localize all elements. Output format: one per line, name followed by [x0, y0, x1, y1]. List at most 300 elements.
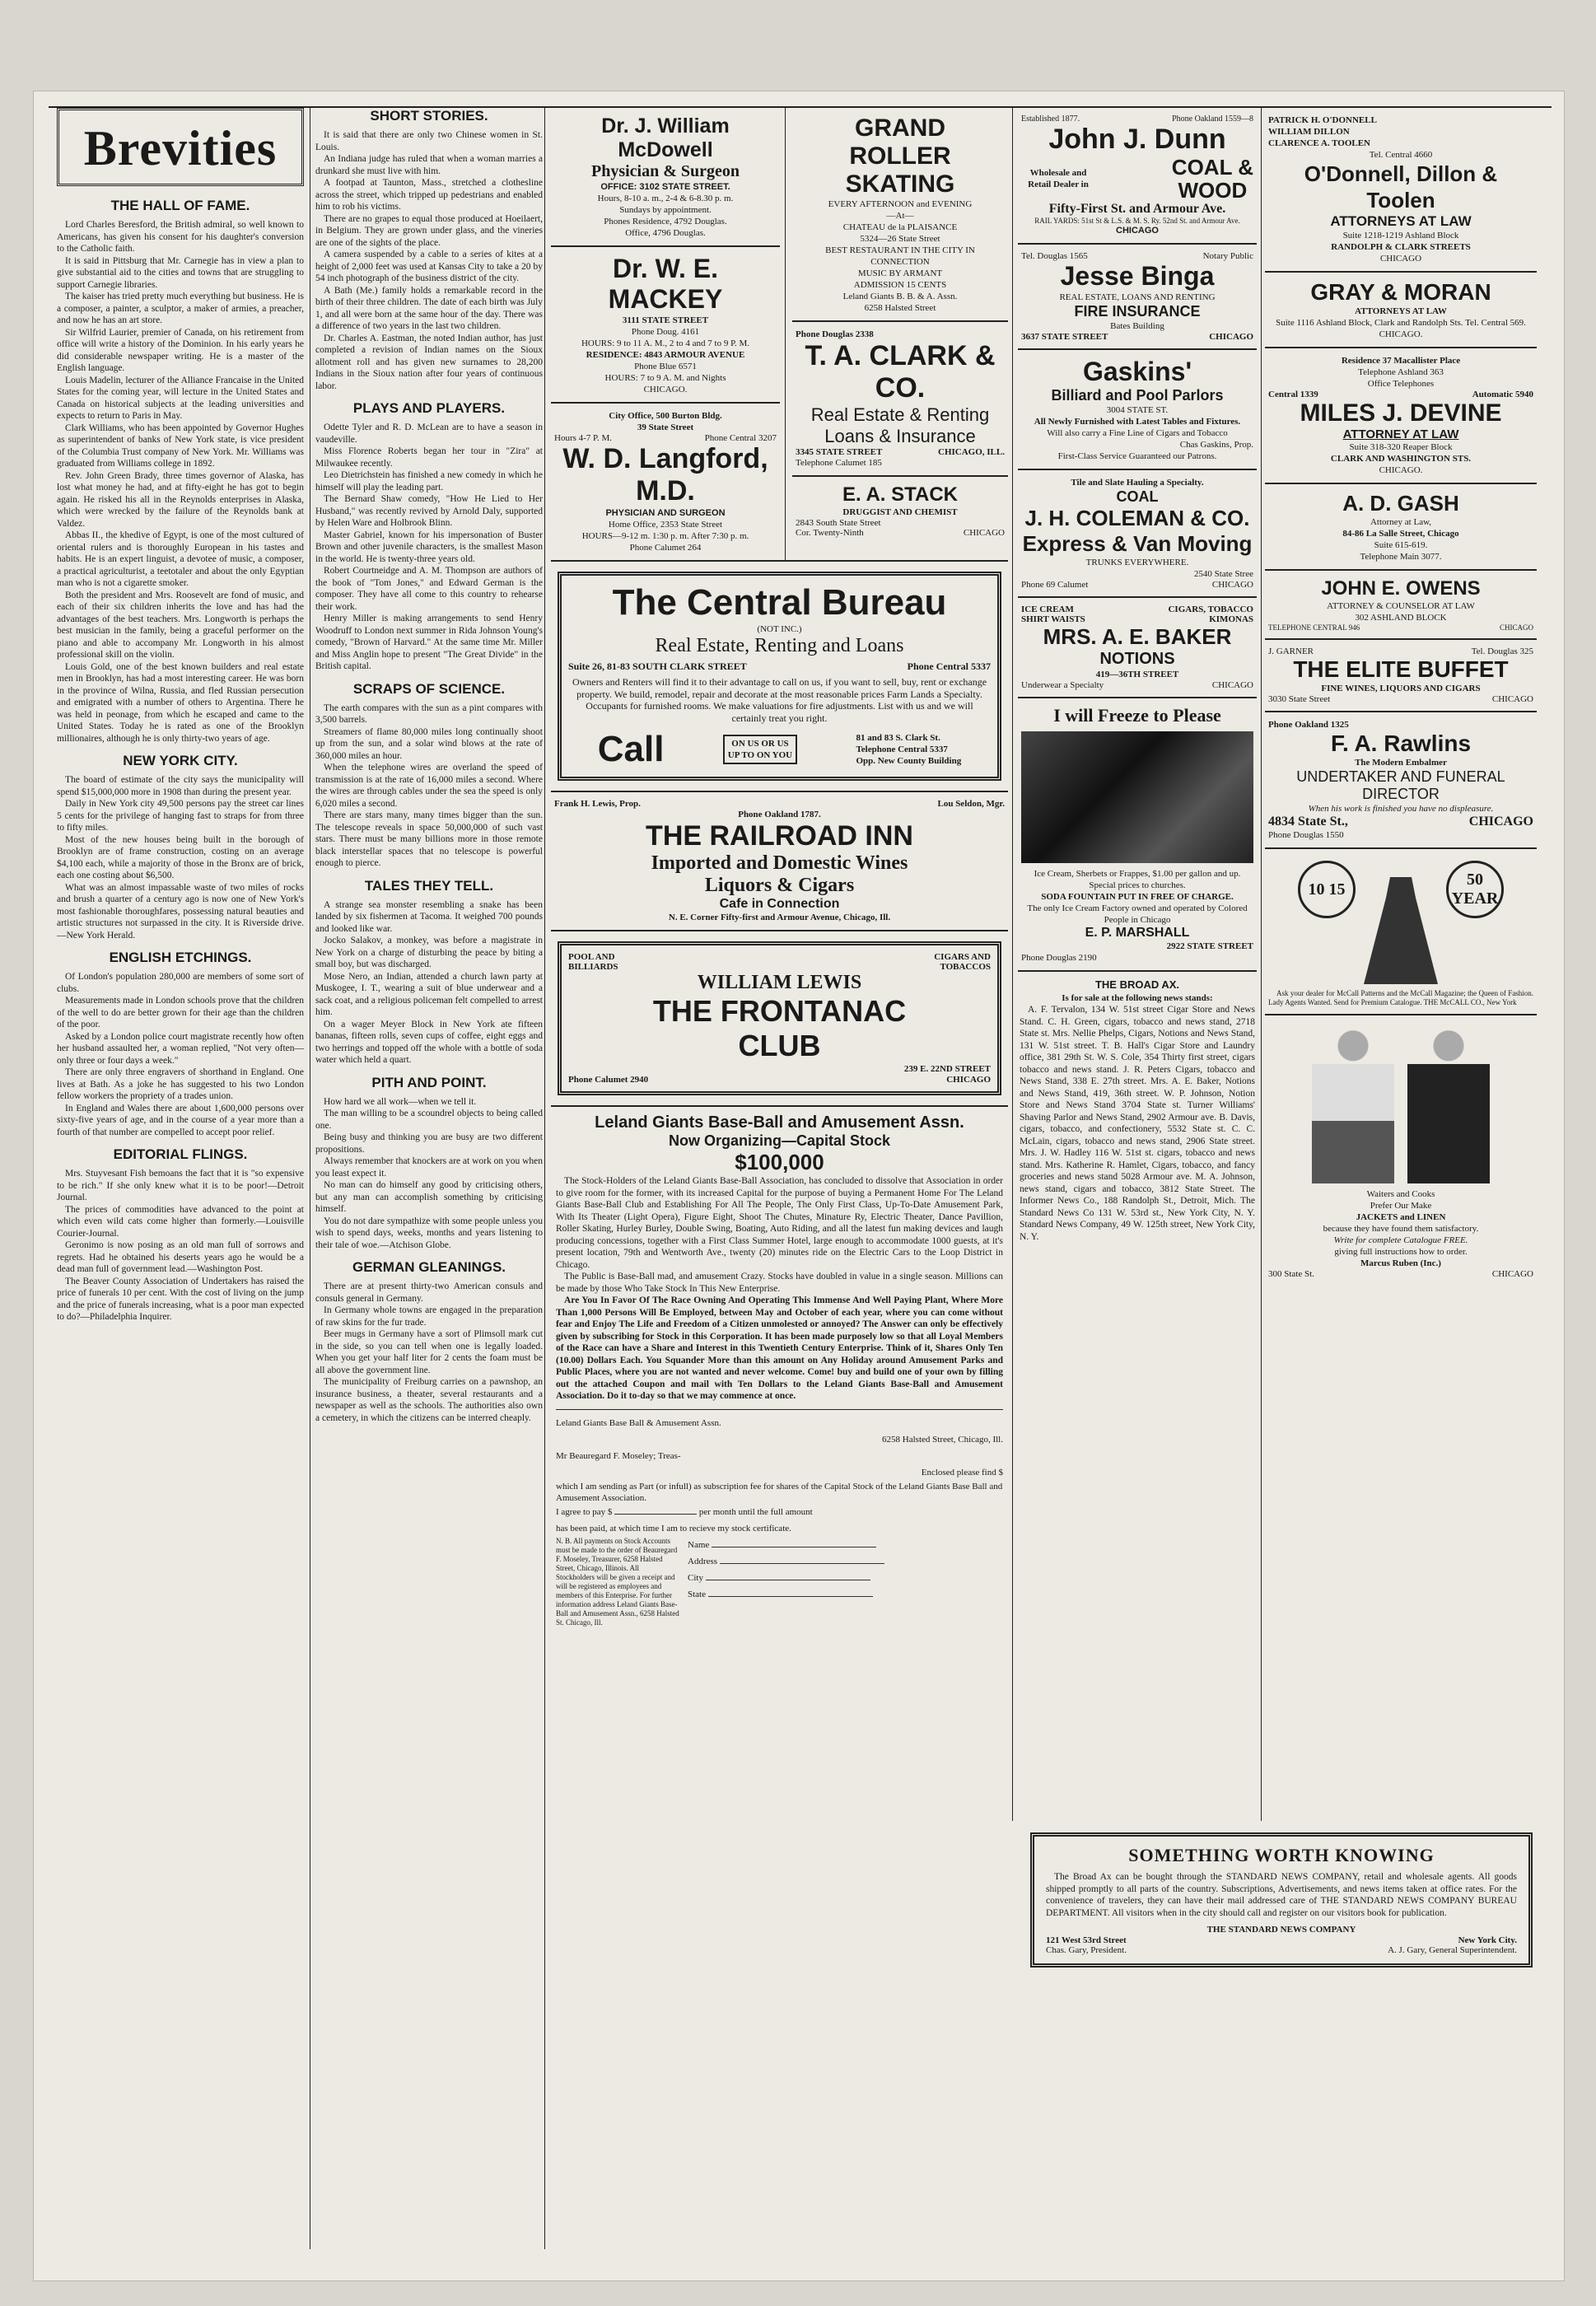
item: A footpad at Taunton, Mass., stretched a clothesline across the street, which tripped up pedestrians and enabled him to rob his victims. — [315, 178, 543, 212]
item: Most of the new houses being built in the borough of Brooklyn are of frame construction, costing on an average $4,100 each, while a majority of those in the Bronx are of brick, each one costing about $6,500. — [57, 834, 304, 880]
ad-text: Chas. Gary, President. — [1046, 1945, 1127, 1955]
ad-name: ROLLER — [849, 142, 951, 170]
item: Both the president and Mrs. Roosevelt are fond of music, and each of their six children inherits the love and has had the advantages of the best teachers. Mrs. Longworth is perhaps the best musician in the family, being a graceful performer on the piano and able to accompany Mr. Longworth in his almost professional skill on the violin. — [57, 590, 304, 660]
section-heading: SCRAPS OF SCIENCE. — [352, 680, 506, 697]
ad-body: The Broad Ax can be bought through the STANDARD NEWS COMPANY, retail and wholesale agents. All goods shipped promptly to all parts of the country. Subscriptions, Advertisements, and news items taken at office rates. For the convenience of travelers, they can have their mail addressed care of THE STANDARD NEWS COMPANY BUREAU DEPARTMENT. All visitors when in the city should call and register on our visitors book for publication. — [1046, 1872, 1517, 1918]
ice-cream-parlor-photo — [1021, 731, 1253, 863]
brevities-title: Brevities — [57, 108, 304, 186]
ad-text: CIGARS, TOBACCO — [1168, 605, 1253, 614]
section-heading: PITH AND POINT. — [371, 1074, 487, 1090]
ad-text: Tile and Slate Hauling a Specialty. — [1071, 478, 1204, 488]
section-heading: ENGLISH ETCHINGS. — [109, 950, 252, 965]
ad-name: A. D. GASH — [1342, 491, 1459, 516]
ad-text: HOURS—9-12 m. 1:30 p. m. After 7:30 p. m. — [581, 531, 749, 541]
item: Odette Tyler and R. D. McLean are to have a season in vaudeville. — [315, 422, 543, 445]
ad-text: Write for complete Catalogue FREE. — [1333, 1235, 1468, 1245]
ad-text: Hours 4-7 P. M. — [554, 433, 612, 443]
ad-text: When his work is finished you have no displeasure. — [1308, 804, 1494, 814]
ad-text: CHATEAU de la PLAISANCE — [842, 222, 958, 232]
state-field[interactable] — [708, 1587, 873, 1597]
section-heading: SHORT STORIES. — [370, 108, 488, 124]
leland-giants-ad — [551, 1105, 1008, 1634]
ad-name: John J. Dunn — [1048, 124, 1226, 155]
ad-name: Dr. J. William McDowell — [601, 114, 730, 161]
ad-text: CHICAGO — [946, 1075, 991, 1085]
ad-text: RESIDENCE: 4843 ARMOUR AVENUE — [586, 350, 745, 360]
ad-text: Phone Calumet 2940 — [568, 1075, 649, 1085]
ad-text: Office, 4796 Douglas. — [625, 228, 706, 238]
ad-text: CHICAGO — [1211, 580, 1253, 590]
ad-text: Marcus Ruben (Inc.) — [1360, 1258, 1441, 1268]
ad-text: COAL & — [1171, 155, 1253, 180]
ad-text: Phone Douglas 1550 — [1268, 830, 1344, 840]
ad-text: CHICAGO. — [1379, 329, 1423, 339]
ad-name: E. A. STACK — [842, 483, 958, 506]
devine-ad — [1265, 348, 1537, 484]
ad-text: 81 and 83 S. Clark St. — [856, 733, 940, 743]
city-field[interactable] — [706, 1571, 870, 1580]
ad-text: Waiters and Cooks — [1366, 1189, 1435, 1199]
ad-text: RAIL YARDS: 51st St & L.S. & M. S. Ry. 52nd St. and Armour Ave. — [1034, 217, 1240, 225]
physicians-block — [551, 108, 786, 560]
ad-text: Is for sale at the following news stands: — [1062, 993, 1213, 1003]
section-heading: THE HALL OF FAME. — [110, 198, 250, 213]
item: There are no grapes to equal those produced at Hoeilaert, in Belgium. They are grown under glass, and the vineries are one of the sights of the place. — [315, 213, 543, 248]
form-text: has been paid, at which time I am to recieve my stock certificate. — [556, 1523, 791, 1533]
form-text: which I am sending as Part (or infull) as subscription fee for shares of the Capital Stock of the Leland Giants Base Ball and Amusement Association. — [556, 1481, 1003, 1503]
ad-text: 6258 Halsted Street — [864, 303, 936, 313]
ad-text: Tel. Douglas 1565 — [1021, 251, 1088, 261]
ad-name: Call — [597, 729, 665, 769]
ad-text: CHICAGO — [1116, 226, 1159, 236]
ad-text: Suite 26, 81-83 SOUTH CLARK STREET — [568, 661, 747, 672]
ad-text: NOTIONS — [1099, 650, 1175, 668]
ad-text: 300 State St. — [1268, 1269, 1314, 1279]
item: The man willing to be a scoundrel objects to being called one. — [315, 1109, 543, 1131]
ad-text: Suite 615-619. — [1374, 540, 1428, 550]
item: It is said in Pittsburg that Mr. Carnegie has in view a plan to give substantial aid to the cities and towns that are struggling to support Carnegie libraries. — [57, 255, 304, 290]
ad-name: JOHN E. OWENS — [1321, 577, 1481, 600]
ad-text: 239 E. 22ND STREET — [903, 1064, 991, 1074]
ad-text: Telephone Central 5337 — [856, 745, 948, 754]
ad-text: Phone Douglas 2338 — [796, 329, 874, 339]
item: The prices of commodities have advanced to the point at which even wild cats come higher than formerly.—Louisville Courier-Journal. — [57, 1204, 304, 1239]
ad-text: OFFICE: 3102 STATE STREET. — [600, 182, 730, 192]
ads-column-center — [551, 108, 1008, 1634]
ad-text: CHICAGO — [1491, 1269, 1533, 1279]
marshall-ad — [1018, 698, 1257, 972]
ad-text: REAL ESTATE, LOANS AND RENTING — [1059, 292, 1216, 302]
gash-ad — [1265, 484, 1537, 571]
item: The municipality of Freiburg carries on a pawnshop, an insurance business, a theater, several restaurants and a newspaper as well as the schools. The authorities also own a cemetery, in which the citizens can be interred cheaply. — [315, 1377, 543, 1423]
ad-text: WILLIAM DILLON — [1268, 127, 1350, 137]
item: Mose Nero, an Indian, attended a church lawn party at Muskogee, I. T., wearing a suit of blue underwear and a sack coat, and a religious policeman felt compelled to arrest him. — [315, 971, 543, 1017]
ad-text: HOURS: 7 to 9 A. M. and Nights — [604, 373, 726, 383]
ad-text: EVERY AFTERNOON and EVENING — [828, 199, 973, 209]
item: There are stars many, many times bigger than the sun. The telescope reveals in space 50,000,000 of such vast stars. There must be many billions more in those remote black interstellar spaces that no telescope is powerful enough to pierce. — [315, 810, 543, 868]
address-field[interactable] — [720, 1554, 884, 1564]
ad-name: GRAND — [855, 114, 945, 142]
gaskins-ad — [1018, 350, 1257, 470]
ad-text: Phone Oakland 1559—8 — [1172, 114, 1253, 124]
item: Louis Gold, one of the best known builders and real estate men in Brooklyn, has had a most interesting career. He was born in the province of Wilna, Russia, and fled Russian persecution and emigrated with a number of others to Argentina. There he was held in peonage, from which he escaped and came to the United States. Today he is rated as one of the Brooklyn millionaires, although he is only thirty-two years of age. — [57, 661, 304, 744]
ad-text: CHICAGO — [1491, 694, 1533, 704]
ad-text: Telephone Ashland 363 — [1358, 367, 1444, 377]
ad-text: Established 1877. — [1021, 114, 1080, 124]
ad-text: WILLIAM LEWIS — [697, 972, 862, 993]
item: The Beaver County Association of Undertakers has raised the price of funerals 10 per cent. With the cost of living on the jump and the price of funerals increasing, what is a poor man expected to do?—Philadelphia Inquirer. — [57, 1276, 304, 1322]
businesses-block — [786, 108, 1008, 560]
form-label: City — [688, 1572, 703, 1583]
item: Clark Williams, who has been appointed by Governor Hughes as superintendent of banks of New York state, is vice president of the Columbia Trust company of New York. Mr. Williams was graduated from Williams college in 1892. — [57, 422, 304, 469]
section-heading: PLAYS AND PLAYERS. — [352, 400, 506, 416]
ad-text: Wholesale and Retail Dealer in — [1028, 168, 1089, 189]
ruben-ad — [1265, 1015, 1537, 1286]
item: The kaiser has tried pretty much everything but business. He is a composer, a painter, a sculptor, a maker of armies, a preacher, and now he has an art store. — [57, 292, 304, 325]
odonnell-ad — [1265, 108, 1537, 273]
waiter-illustration — [1407, 1027, 1490, 1183]
ad-name: SKATING — [845, 170, 955, 198]
brevities-column — [57, 108, 304, 1323]
item: Lord Charles Beresford, the British admiral, so well known to Americans, has given his consent for his daughter's conversion to the Catholic faith. — [57, 220, 304, 254]
ad-text: 121 West 53rd Street — [1046, 1935, 1127, 1945]
ad-text: Phone Central 5337 — [907, 661, 991, 672]
form-text: Enclosed please find $ — [921, 1467, 1003, 1477]
form-text: per month until the full amount — [698, 1506, 813, 1517]
ad-text: 5324—26 State Street — [860, 234, 940, 244]
ad-text: MUSIC BY ARMANT — [857, 268, 943, 278]
ad-text: 302 ASHLAND BLOCK — [1355, 613, 1447, 623]
form-text: I agree to pay $ — [556, 1506, 613, 1517]
owens-ad — [1265, 571, 1537, 640]
ad-text: TELEPHONE CENTRAL 946 — [1268, 623, 1360, 632]
section-heading: EDITORIAL FLINGS. — [113, 1146, 248, 1162]
ad-text: Special prices to churches. — [1089, 880, 1186, 890]
ad-text: Phone Oakland 1787. — [738, 810, 821, 819]
ad-text: Fifty-First St. and Armour Ave. — [1048, 202, 1226, 216]
ad-text: Telephone Main 3077. — [1360, 552, 1442, 562]
ad-text: CHICAGO — [963, 528, 1005, 538]
ad-name: The Central Bureau — [612, 582, 947, 623]
mccall-badge: 10 15 — [1298, 861, 1356, 918]
ad-name: Gaskins' — [1082, 357, 1192, 386]
ad-text: Suite 1218-1219 Ashland Block — [1342, 231, 1459, 240]
ad-name: Dr. W. E. MACKEY — [608, 254, 723, 314]
ad-text: Billiard and Pool Parlors — [1051, 387, 1224, 404]
ad-text: COAL — [1116, 488, 1159, 505]
rawlins-ad — [1265, 712, 1537, 849]
item: Leo Dietrichstein has finished a new comedy in which he himself will play the leading part. — [315, 470, 543, 492]
ad-text: Phone Oakland 1325 — [1268, 720, 1349, 730]
item: There are at present thirty-two American consuls and consuls general in Germany. — [315, 1281, 543, 1304]
ad-text: CHICAGO. — [1379, 465, 1423, 475]
ad-text: UNDERTAKER AND FUNERAL DIRECTOR — [1296, 768, 1505, 802]
ad-text: JACKETS and LINEN — [1356, 1212, 1446, 1222]
item: A strange sea monster resembling a snake has been landed by six fishermen at Tacoma. It weighed 700 pounds and looked like war. — [315, 899, 543, 934]
ad-text: CIGARS AND — [934, 952, 991, 962]
ad-text: The Modern Embalmer — [1355, 758, 1447, 768]
broad-ax-stands — [1018, 972, 1257, 1248]
ad-text: 419—36TH STREET — [1095, 670, 1179, 679]
ad-body: The Stock-Holders of the Leland Giants Base-Ball Association, has concluded to dissolve that Association in order to give room for the former, with its increased Capital for the purpose of buying a Permanent Home For The Leland Giants Base-Ball Club and Establishing For All The People, The Only First Class, Up-To-Date Amusement Park, With Its Theater (Light Opera), Figure Eight, Shoot The Chutes, Minature Ry, Electric Theater, Dance Pavillion, Roller Skating, Hurley Burley, Double Swing, Boating, Auto Riding, and all the latest fun making devices and laugh producing concessions, together with a First Class Summer Hotel, large enough to accommodate 1000 guests, at it's present location, 79th and Wentworth Ave., twenty (20) minutes ride on the Electric Cars to the Loop District in Chicago. — [556, 1176, 1003, 1270]
ad-text: CHICAGO — [1379, 254, 1422, 264]
subscription-coupon — [556, 1409, 1003, 1627]
ad-text: BEST RESTAURANT IN THE CITY IN CONNECTION — [825, 245, 975, 267]
dunn-ad — [1018, 108, 1257, 245]
name-field[interactable] — [712, 1538, 876, 1547]
something-worth-knowing-ad — [1030, 1832, 1533, 1968]
ad-text: Leland Giants B. B. & A. Assn. — [842, 292, 958, 301]
ad-text: 3111 STATE STREET — [622, 315, 709, 325]
ad-text: New York City. — [1458, 1935, 1517, 1945]
item: Dr. Charles A. Eastman, the noted Indian author, has just completed a revision of Indian names on the Sioux allotment roll and has given new surnames to 28,200 Indians in the Sioux nation after four years of continuous labor. — [315, 333, 543, 391]
central-bureau-ad — [558, 572, 1001, 781]
form-label: State — [688, 1589, 706, 1599]
ad-text: ADMISSION 15 CENTS — [853, 280, 947, 290]
ad-name: J. H. COLEMAN & CO. — [1024, 506, 1250, 530]
form-text: Leland Giants Base Ball & Amusement Assn. — [556, 1417, 721, 1428]
waiter-illustration — [1312, 1027, 1394, 1183]
ad-text: Will also carry a Fine Line of Cigars and Tobacco — [1047, 428, 1228, 438]
ad-text: 4834 State St., — [1268, 815, 1348, 829]
elite-buffet-ad — [1265, 640, 1537, 712]
ad-text: Loans & Insurance — [824, 426, 976, 446]
ad-text: TRUNKS EVERYWHERE. — [1085, 558, 1189, 567]
ad-name: MILES J. DEVINE — [1300, 399, 1502, 427]
ad-text: ATTORNEYS AT LAW — [1355, 306, 1447, 316]
ad-body: Owners and Renters will find it to their advantage to call on us, if you want to sell, buy, rent or exchange property. We build, remodel, repair and decorate at the most reasonable prices Farm Lands a Specialty. Occupants for furnished rooms. We make valuations for fire adjustments. List with us and we will certainly treat you right. — [572, 676, 987, 724]
ad-body: Are You In Favor Of The Race Owning And Operating This Immense And Well Paying Plant, Where More Than 1,000 Persons Will Be Employed, between May and October of each year, where you can come without fear and Enjoy The Life and Freedom of a Citizen unmolested or annoyed? The Answer can only be effectively given by subscribing for Stock in this Corporation. It has been made purposely low so that all Loyal Members of the Race can have a Share and Interest in this Twentieth Century Enterprise. Think of it, Shares Only Ten (10.00) Dollars Each. You Squander More than this amount on Any Holiday around Amusement Parks and Public Places, where you are not wanted and never welcome. Come! buy and build one of your own by filling out the attached Coupon and mail with Ten Dollars to the Leland Giants Base-Ball and Amusement Association. Do it to-day so that we may commence at once. — [556, 1295, 1003, 1401]
ad-text: TOBACCOS — [940, 962, 991, 972]
dress-illustration — [1364, 861, 1438, 984]
ad-body: Ask your dealer for McCall Patterns and the McCall Magazine; the Queen of Fashion. Lady Agents Wanted. Send for Premium Catalogue. THE McCALL CO., New York — [1268, 989, 1533, 1006]
railroad-inn-ad — [551, 791, 1008, 931]
ad-text: because they have found them satisfactory. — [1323, 1224, 1479, 1234]
ad-text: Now Organizing—Capital Stock — [668, 1132, 891, 1149]
ad-text: A. J. Gary, General Superintendent. — [1388, 1945, 1517, 1955]
ad-text: HOURS: 9 to 11 A. M., 2 to 4 and 7 to 9 P. M. — [581, 338, 750, 348]
ad-text: PHYSICIAN AND SURGEON — [605, 508, 726, 518]
ad-text: City Office, 500 Burton Bldg. — [609, 411, 722, 421]
item: Miss Florence Roberts began her tour in "Zira" at Milwaukee recently. — [315, 446, 543, 469]
ad-text: Phone Douglas 2190 — [1021, 953, 1097, 963]
ad-body: The Public is Base-Ball mad, and amusement Crazy. Stocks have doubled in value in a single season. Millions can be made by those Who Take Stock In This New Enterprise. — [556, 1272, 1003, 1294]
ad-text: Phone 69 Calumet — [1021, 580, 1089, 590]
form-text: 6258 Halsted Street, Chicago, Ill. — [882, 1434, 1003, 1445]
item: Measurements made in London schools prove that the children of the well to do are better grown for their age than the children of the poor. — [57, 996, 304, 1029]
ad-text: 3004 STATE ST. — [1106, 405, 1169, 415]
ad-body: A. F. Tervalon, 134 W. 51st street Cigar Store and News Stand. C. H. Green, cigars, tobacco and news stand, 2718 State st. Mrs. Nellie Phelps, Cigars, Notions and News Stand, 131 W. 51st street. T. B. Hall's Cigar Store and Laundry office, 381 29th St. W. S. Cole, 354 Thirty first street, cigars tobacco and news stand. J. R. Peters Cigars, tobacco and News Stand, 338 E. 27th street. Mrs. A. E. Baker, Notions and News Stand, 419, 36th street. W. P. Johnson, Notion Store and News Stand 3704 State st. Turner Williams' Shaving Parlor and News Stand, 2902 Armour ave. B. Davis, cigars, tobacco, and confectionery, 5532 State st. C. C. McLain, cigars, tobacco and news stand, 2906 State street. Mrs. J. W. Hadley 116 W. 51st st. cigars, tobacco and news stand. Mrs. Katherine R. Hamlet, Cigars, tobacco, and fancy groceries and news stand 5028 Armour ave. M. A. Johnson, news stand, cigars and tobacco, 3812 State Street. The Informer News Co., 188 Randolph St., Detroit, Mich. The Standard News Co 131 W. 53rd st., New York City, N. Y. Standard News Company, 49 W. 125th street, New York City, N. Y. — [1020, 1005, 1255, 1242]
ad-text: 2540 State Stree — [1193, 569, 1253, 579]
ad-text: N. E. Corner Fifty-first and Armour Avenue, Chicago, Ill. — [668, 913, 891, 922]
coleman-ad — [1018, 470, 1257, 598]
ad-text: Bates Building — [1110, 321, 1164, 331]
ad-text: WOOD — [1178, 178, 1248, 203]
ad-text: THE STANDARD NEWS COMPANY — [1206, 1925, 1356, 1935]
ad-text: Phone Central 3207 — [704, 433, 777, 443]
item: A Bath (Me.) family holds a remarkable record in the birth of their three children. The date of each birth was July 1, and all were born at the same hour of the day. There was a difference of two years in the last two children. — [315, 285, 543, 331]
ad-text: Lou Seldon, Mgr. — [937, 799, 1005, 809]
ad-text: Office Telephones — [1367, 379, 1435, 389]
ad-text: Chas Gaskins, Prop. — [1179, 440, 1253, 450]
ad-name: T. A. CLARK & CO. — [805, 340, 996, 404]
ad-text: First-Class Service Guaranteed our Patrons. — [1057, 451, 1217, 461]
ad-text: Phones Residence, 4792 Douglas. — [604, 217, 727, 226]
ad-text: DRUGGIST AND CHEMIST — [842, 507, 958, 517]
ad-text: POOL AND — [568, 952, 615, 962]
mccall-ad — [1265, 849, 1537, 1015]
item: It is said that there are only two Chinese women in St. Louis. — [315, 130, 543, 152]
ad-text: Suite 318-320 Reaper Block — [1349, 442, 1453, 452]
ad-text: E. P. MARSHALL — [1085, 926, 1190, 940]
ad-text: Notary Public — [1202, 251, 1253, 261]
ad-text: FINE WINES, LIQUORS AND CIGARS — [1321, 684, 1481, 693]
ad-text: CHICAGO — [1209, 332, 1253, 342]
column-rule — [1012, 108, 1013, 1821]
ad-text: SODA FOUNTAIN PUT IN FREE OF CHARGE. — [1041, 892, 1234, 902]
item: When the telephone wires are overland the speed of transmission is at the rate of 16,000 miles a second. Where the wires are through cables under the sea the speed is only 6,020 miles a second. — [315, 763, 543, 809]
ad-text: All Newly Furnished with Latest Tables and Fixtures. — [1034, 417, 1241, 427]
item: You do not dare sympathize with some people unless you wish to spend days, weeks, months and years listening to their tale of woe.—Atchison Globe. — [315, 1216, 543, 1250]
section-heading: THE BROAD AX. — [1094, 978, 1180, 991]
ad-name: THE FRONTANAC — [652, 994, 907, 1028]
ad-text: Underwear a Specialty — [1021, 680, 1104, 690]
ad-text: RANDOLPH & CLARK STREETS — [1331, 242, 1471, 252]
form-label: Address — [688, 1556, 718, 1566]
ad-text: Tel. Douglas 325 — [1471, 647, 1533, 656]
ad-text: Automatic 5940 — [1472, 390, 1533, 399]
ad-text: Phone Doug. 4161 — [631, 327, 700, 337]
ad-text: 3030 State Street — [1268, 694, 1331, 704]
ad-text: FIRE INSURANCE — [1074, 303, 1201, 320]
stories-column — [304, 108, 543, 1424]
item: Jocko Salakov, a monkey, was before a magistrate in New York on a charge of disturbing the peace by biting a small boy, but was discharged. — [315, 936, 543, 969]
ad-name: THE ELITE BUFFET — [1293, 656, 1509, 682]
column-rule — [1261, 108, 1262, 1821]
ad-text: Phone Blue 6571 — [634, 362, 697, 371]
ad-text: Phone Calumet 264 — [629, 543, 702, 553]
ad-name: Express & Van Moving — [1022, 531, 1253, 556]
item: The board of estimate of the city says the municipality will spend $15,000,000 more in 1908 than during the present year. — [57, 775, 304, 797]
item: Rev. John Green Brady, three times governor of Alaska, has lost what money he had, and at fifty-eight he has got to begin again. He risked his all in the Reynolds enterprises in Alaska, which were wrecked by the failure of the Reynolds bank at Valdez. — [57, 470, 304, 529]
item: A camera suspended by a cable to a series of kites at a height of 2,000 feet was used at Kansas City to take a 20 by 54 inch photograph of the business district of the city. — [315, 250, 543, 283]
item: Louis Madelin, lecturer of the Alliance Francaise in the United States for the coming year, will lecture in the United States and Canada on historical subjects at the leading universities and expects to return to Paris in May. — [57, 375, 304, 421]
ad-name: I will Freeze to Please — [1053, 705, 1221, 726]
item: Beer mugs in Germany have a sort of Plimsoll mark cut in the side, so you can tell when one is legally loaded. When you get your half liter for 2 cents the foam must be all above the government line. — [315, 1329, 543, 1375]
form-text: Mr Beauregard F. Moseley; Treas- — [556, 1450, 681, 1461]
ad-text: 3637 STATE STREET — [1021, 332, 1108, 342]
ad-name: MRS. A. E. BAKER — [1043, 624, 1232, 649]
ad-text: 84-86 La Salle Street, Chicago — [1342, 529, 1459, 539]
ad-text: Cafe in Connection — [719, 897, 840, 911]
section-heading: TALES THEY TELL. — [364, 877, 494, 894]
item: On a wager Meyer Block in New York ate fifteen bananas, fifteen rolls, seven cups of coffee, eight eggs and two herrings and topped off the whole with a bottle of soda water which held a quart. — [315, 1019, 543, 1065]
ad-title: Physician & Surgeon — [590, 162, 740, 180]
ad-text: Hours, 8-10 a. m., 2-4 & 6-8.30 p. m. — [597, 194, 734, 203]
ad-text: Tel. Central 4660 — [1369, 150, 1433, 160]
item: Abbas II., the khedive of Egypt, is one of the most cultured of oriental rulers and is thoroughly European in his tastes and habits. He is an expert linguist, a devotee of music, a composer, a practical agriculturist, a teetotaler and about the only Egyptian man who is not a cigarette smoker. — [57, 530, 304, 588]
ad-text: ATTORNEY AT LAW — [1342, 427, 1459, 441]
ad-text: Imported and Domestic Wines — [651, 852, 908, 874]
ad-text: CHICAGO. — [643, 385, 688, 394]
ad-name: GRAY & MORAN — [1310, 279, 1491, 305]
item: There are only three engravers of shorthand in England. One lives at Bath. As a joke he has suggested to his two London fellow workers the propriety of a trades union. — [57, 1067, 304, 1101]
item: Sir Wilfrid Laurier, premier of Canada, on his retirement from office will write a history of the Dominion. In his early years he did considerable newspaper writing. He is a master of the English language. — [57, 327, 304, 373]
ad-text: Ice Cream, Sherbets or Frappes, $1.00 per gallon and up. — [1034, 869, 1241, 879]
ad-name: O'Donnell, Dillon & Toolen — [1304, 161, 1498, 212]
item: Mrs. Stuyvesant Fish bemoans the fact that it is "so expensive to be rich." If she only knew what it is to be poor!—Detroit Journal. — [57, 1169, 304, 1202]
item: An Indiana judge has ruled that when a woman marries a drunkard she must live with him. — [315, 154, 543, 176]
frontanac-ad — [558, 941, 1001, 1095]
ad-text: Cor. Twenty-Ninth — [796, 528, 864, 538]
newspaper-page — [33, 91, 1565, 2281]
item: The Bernard Shaw comedy, "How He Lied to Her Husband," was recently revived by Arnold Daly, supported by Helen Ware and Holbrook Blinn. — [315, 494, 543, 528]
ad-name: SOMETHING WORTH KNOWING — [1128, 1845, 1435, 1865]
ad-name: W. D. Langford, M.D. — [562, 443, 768, 506]
ad-text: Opp. New County Building — [856, 756, 962, 766]
ad-text: 39 State Street — [637, 422, 694, 432]
ad-text: CHICAGO — [1468, 815, 1533, 829]
ad-name: CLUB — [738, 1029, 821, 1062]
ad-text: ON US OR US UP TO ON YOU — [723, 735, 797, 764]
ad-text: ATTORNEYS AT LAW — [1330, 213, 1472, 229]
ad-text: Real Estate & Renting — [810, 404, 990, 425]
item: Being busy and thinking you are busy are two different propositions. — [315, 1132, 543, 1155]
ad-text: 3345 STATE STREET — [796, 447, 883, 457]
item: Geronimo is now posing as an old man full of sorrows and regrets. Had he obtained his deserts years ago he would be a dead man full of government lead.—Washington Post. — [57, 1240, 304, 1274]
ad-text: $100,000 — [735, 1150, 824, 1174]
item: No man can do himself any good by criticising others, but any man can accomplish something by criticising himself. — [315, 1180, 543, 1214]
item: In England and Wales there are about 1,600,000 persons over sixty-five years of age, and in the course of a year more than a fourth of that number are compelled to accept poor relief. — [57, 1103, 304, 1137]
item: Robert Courtneidge and A. M. Thompson are authors of the book of "Tom Jones," and Edward German is the composer. They have all come to this country to rehearse their work. — [315, 566, 543, 612]
ad-name: F. A. Rawlins — [1330, 731, 1472, 756]
section-heading: GERMAN GLEANINGS. — [352, 1259, 506, 1275]
ad-text: BILLIARDS — [568, 962, 618, 972]
item: Streamers of flame 80,000 miles long continually shoot up from the sun, and a solar wind blows at the rate of 360,000 miles an hour. — [315, 726, 543, 761]
ad-text: Prefer Our Make — [1370, 1201, 1432, 1211]
ad-name: Leland Giants Base-Ball and Amusement Assn. — [595, 1113, 964, 1132]
ad-text: 2922 STATE STREET — [1166, 941, 1253, 951]
ads-column-far-right — [1265, 108, 1537, 1286]
column-rule — [544, 108, 545, 2249]
item: Master Gabriel, known for his impersonation of Buster Brown and other juvenile characters, is the smallest Mason in the world. He is twenty-three years old. — [315, 530, 543, 564]
ad-text: CLARENCE A. TOOLEN — [1268, 138, 1370, 148]
ad-text: Frank H. Lewis, Prop. — [554, 799, 641, 809]
ad-text: Real Estate, Renting and Loans — [655, 635, 904, 656]
amount-field[interactable] — [614, 1505, 697, 1515]
ad-name: THE RAILROAD INN — [646, 820, 913, 852]
ad-text: CHICAGO — [1211, 680, 1253, 690]
ad-text: J. GARNER — [1268, 647, 1314, 656]
binga-ad — [1018, 245, 1257, 350]
ad-text: CLARK AND WASHINGTON STS. — [1330, 454, 1472, 464]
ad-text: Telephone Calumet 185 — [796, 458, 882, 468]
item: Always remember that knockers are at work on you when you least expect it. — [315, 1156, 543, 1179]
item: Of London's population 280,000 are members of some sort of clubs. — [57, 972, 304, 994]
item: What was an almost impassable waste of two miles of rocks and brush a quarter of a century ago is now one of New York's most fashionable thoroughfares, possessing natural beauties and artistic structures not surpassed in the city. It is Riverside drive.—New York Herald. — [57, 882, 304, 941]
section-heading: NEW YORK CITY. — [123, 753, 238, 768]
form-label: Name — [688, 1539, 710, 1550]
ad-text: Suite 1116 Ashland Block, Clark and Randolph Sts. Tel. Central 569. — [1276, 318, 1526, 328]
ad-text: Sundays by appointment. — [619, 205, 712, 215]
ad-text: ATTORNEY & COUNSELOR AT LAW — [1327, 601, 1475, 611]
ad-name: Jesse Binga — [1060, 261, 1215, 291]
item: How hard we all work—when we tell it. — [324, 1096, 477, 1107]
ad-text: (NOT INC.) — [757, 624, 802, 634]
item: Asked by a London police court magistrate recently how often her husband assaulted her, a woman replied, "Not very often—only three or four days a week." — [57, 1031, 304, 1066]
ad-text: The only Ice Cream Factory owned and operated by Colored People in Chicago — [1027, 903, 1248, 925]
ad-text: Residence 37 Macallister Place — [1341, 356, 1461, 366]
